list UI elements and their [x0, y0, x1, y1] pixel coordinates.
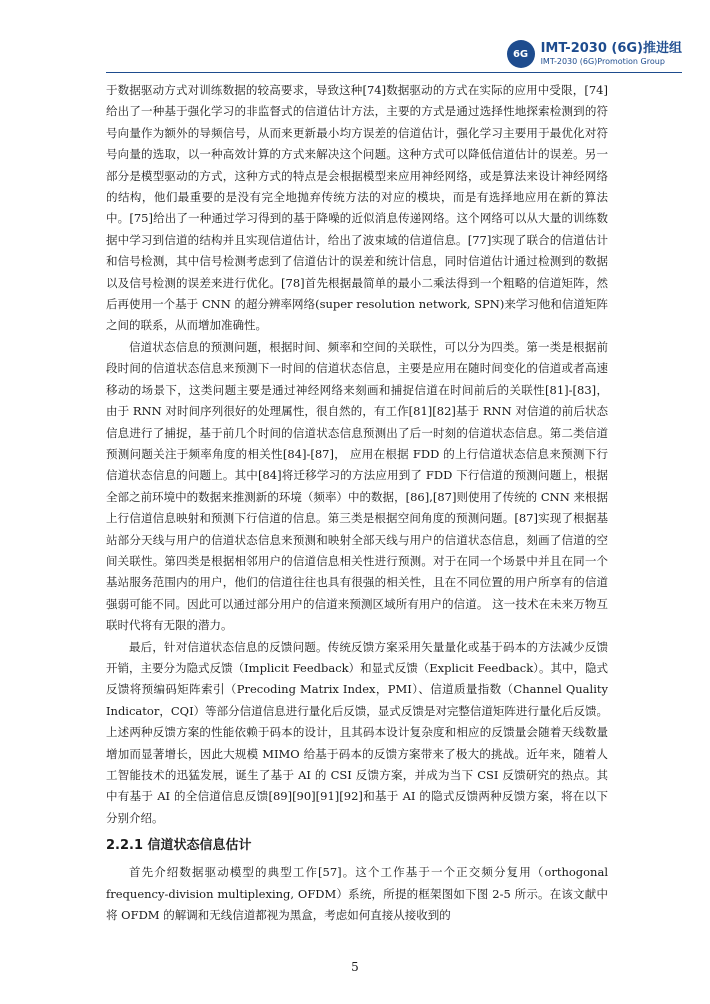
brand-subtitle: IMT-2030 (6G)Promotion Group: [540, 56, 665, 66]
brand-title: IMT-2030 (6G)推进组: [540, 40, 682, 56]
body-paragraph-1: 于数据驱动方式对训练数据的较高要求，导致这种[74]数据驱动的方式在实际的应用中受限，[74]给出了一种基于强化学习的非监督式的信道估计方法，主要的方式是通过选择性地探索检测到的符号向量作为额外的导频信号，从而来更新最小均方误差的信道估计，强化学习主要用于最优化对符号向量的选取，以一种高效计算的方式来解决这个问题。这种方式可以降低信道估计的误差。另一部分是模型驱动的方式，这种方式的特点是会根据模型来应用神经网络，或是算法来设计神经网络的结构，他们最重要的是没有完全地抛弃传统方法的对应的模块，而是有选择地应用在新的算法中。[75]给出了一种通过学习得到的基于降噪的近似消息传递网络。这个网络可以从大量的训练数据中学习到信道的结构并且实现信道估计，给出了波束域的信道信息。[77]实现了联合的信道估计和信号检测，其中信号检测考虑到了信道估计的误差和统计信息，同时信道估计通过检测到的数据以及信号检测的误差来进行优化。[78]首先根据最简单的最小二乘法得到一个粗略的信道矩阵，然后再使用一个基于 CNN 的超分辨率网络(super resolution network, SPN)来学习他和信道矩阵之间的联系，从而增加准确性。: [106, 83, 608, 333]
body-paragraph-2: 信道状态信息的预测问题，根据时间、频率和空间的关联性，可以分为四类。第一类是根据前段时间的信道状态信息来预测下一时间的信道状态信息，主要是应用在随时间变化的信道或者高速移动的场景下，这类问题主要是通过神经网络来刻画和捕捉信道在时间前后的关联性[81]-[83]， 由于 RNN 对时间序列很好的处理属性，很自然的，有工作[81][82]基于 RNN 对信道的前后状态信息进行了捕捉，基于前几个时间的信道状态信息预测出了后一时刻的信道状态信息。第二类信道预测问题关注于频率角度的相关性[84]-[87]， 应用在根据 FDD 的上行信道状态信息来预测下行信道状态信息的问题上。其中[84]将迁移学习的方法应用到了 FDD 下行信道的预测问题上，根据全部之前环境中的数据来推测新的环境（频率）中的数据，[86],[87]则使用了传统的 CNN 来根据上行信道信息映射和预测下行信道的信息。第三类是根据空间角度的预测问题。[87]实现了根据基站部分天线与用户的信道状态信息来预测和映射全部天线与用户的信道状态信息，刻画了信道的空间关联性。第四类是根据相邻用户的信道信息相关性进行预测。对于在同一个场景中并且在同一个基站服务范围内的用户，他们的信道往往也具有很强的相关性，且在不同位置的用户所享有的信道强弱可能不同。因此可以通过部分用户的信道来预测区域所有用户的信道。 这一技术在未来万物互联时代将有无限的潜力。: [106, 339, 608, 633]
imt2030-logo-icon: 6G: [507, 40, 535, 68]
document-body: [106, 80, 608, 926]
section-heading: 2.2.1 信道状态信息估计: [106, 838, 252, 854]
brand-block: [541, 42, 682, 66]
page-header: [507, 40, 682, 68]
page-number: 5: [351, 960, 359, 974]
body-paragraph-3: 最后，针对信道状态信息的反馈问题。传统反馈方案采用矢量量化或基于码本的方法减少反馈开销，主要分为隐式反馈（Implicit Feedback）和显式反馈（Explicit Feedback）。其中，隐式反馈将预编码矩阵索引（Precoding Matrix Index，PMI）、信道质量指数（Channel Quality Indicator，CQI）等部分信道信息进行量化后反馈，显式反馈是对完整信道矩阵进行量化后反馈。上述两种反馈方案的性能依赖于码本的设计，且其码本设计复杂度和相应的反馈量会随着天线数量增加而显著增长，因此大规模 MIMO 给基于码本的反馈方案带来了极大的挑战。近年来，随着人工智能技术的迅猛发展，诞生了基于 AI 的 CSI 反馈方案，并成为当下 CSI 反馈研究的热点。其中有基于 AI 的全信道信息反馈[89][90][91][92]和基于 AI 的隐式反馈两种反馈方案，将在以下分别介绍。: [106, 639, 608, 825]
section-paragraph: 首先介绍数据驱动模型的典型工作[57]。这个工作基于一个正交频分复用（orthogonal frequency-division multiplexing, OFDM）系统，所提的框架图如下图 2-5 所示。在该文献中将 OFDM 的解调和无线信道都视为黑盒，考虑如何直接从接收到的: [106, 865, 608, 923]
header-divider: [106, 72, 682, 73]
